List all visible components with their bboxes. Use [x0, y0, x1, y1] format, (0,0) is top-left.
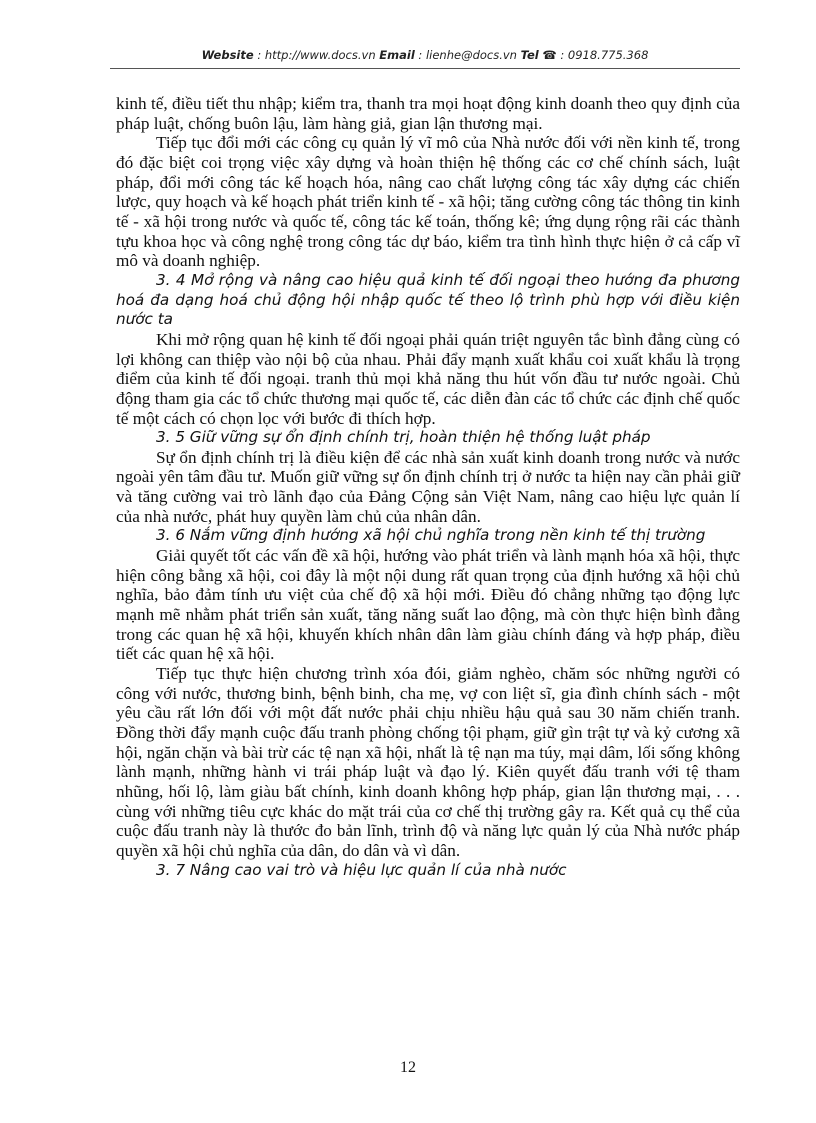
website-url: : http://www.docs.vn — [253, 48, 380, 62]
header-divider — [110, 68, 740, 69]
section-heading-3-7: 3. 7 Nâng cao vai trò và hiệu lực quản lí của nhà nước — [156, 860, 567, 879]
section-heading-3-4: 3. 4 Mở rộng và nâng cao hiệu quả kinh tế đối ngoại theo hướng đa phương hoá đa dạng hoá chủ động hội nhập quốc tế theo lộ trình phù hợp với điều kiện nước ta — [116, 270, 740, 329]
paragraph-social-issues: Giải quyết tốt các vấn đề xã hội, hướng vào phát triển và lành mạnh hóa xã hội, thực hiện công bằng xã hội, coi đây là một nội dung rất quan trọng của định hướng xã hội chủ nghĩa, bảo đảm tính ưu việt của chế độ xã hội mới. Điều đó chẳng những tạo động lực mạnh mẽ nhằm phát triển sản xuất, tăng năng suất lao động, mà còn thực hiện bình đẳng trong các quan hệ xã hội, khuyến khích nhân dân làm giàu chính đáng và hợp pháp, điều tiết các quan hệ xã hội. — [116, 546, 740, 664]
paragraph-macro-management: Tiếp tục đổi mới các công cụ quản lý vĩ mô của Nhà nước đối với nền kinh tế, trong đó đặc biệt coi trọng việc xây dựng và hoàn thiện hệ thống các cơ chế chính sách, luật pháp, đổi mới công tác kế hoạch hóa, nâng cao chất lượng công tác xây dựng các chiến lược, quy hoạch và kế hoạch phát triển kinh tế - xã hội; tăng cường công tác thông tin kinh tế - xã hội trong nước và quốc tế, công tác kế toán, thống kê; ứng dụng rộng rãi các thành tựu khoa học và công nghệ trong công tác dự báo, kiểm tra tình hình thực hiện ở cả cấp vĩ mô và doanh nghiệp. — [116, 133, 740, 271]
document-body — [116, 94, 740, 880]
paragraph-political-stability: Sự ổn định chính trị là điều kiện để các nhà sản xuất kinh doanh trong nước và nước ngoài yên tâm đầu tư. Muốn giữ vững sự ổn định chính trị ở nước ta hiện nay cần phải giữ và tăng cường vai trò lãnh đạo của Đảng Cộng sản Việt Nam, nâng cao hiệu lực quản lí của nhà nước, phát huy quyền làm chủ của nhân dân. — [116, 447, 740, 526]
page-number: 12 — [400, 1059, 416, 1076]
tel-number: : 0918.775.368 — [556, 48, 649, 62]
tel-label: Tel — [520, 48, 539, 62]
email-label: Email — [379, 48, 415, 62]
paragraph-poverty-reduction: Tiếp tục thực hiện chương trình xóa đói, giảm nghèo, chăm sóc những người có công với nước, thương binh, bệnh binh, cha mẹ, vợ con liệt sĩ, gia đình chính sách - một yêu cầu rất lớn đối với một đất nước phải chịu nhiều hậu quả sau 30 năm chiến tranh. Đồng thời đẩy mạnh cuộc đấu tranh phòng chống tội phạm, giữ gìn trật tự và kỷ cương xã hội, ngăn chặn và bài trừ các tệ nạn xã hội, nhất là tệ nạn ma túy, mại dâm, lối sống không lành mạnh, những hành vi trái pháp luật và đạo lý. Kiên quyết đấu tranh với tệ tham nhũng, hối lộ, làm giàu bất chính, kinh doanh không hợp pháp, gian lận thương mại, . . . cùng với những tiêu cực khác do mặt trái của cơ chế thị trường gây ra. Kết quả cụ thể của cuộc đấu tranh này là thước đo bản lĩnh, trình độ và năng lực quản lý của Nhà nước pháp quyền xã hội chủ nghĩa của dân, do dân và vì dân. — [116, 664, 740, 860]
paragraph-foreign-economic-relations: Khi mở rộng quan hệ kinh tế đối ngoại phải quán triệt nguyên tắc bình đẳng cùng có lợi không can thiệp vào nội bộ của nhau. Phải đẩy mạnh xuất khẩu coi xuất khẩu là trọng điểm của kinh tế đối ngoại. tranh thủ mọi khả năng thu hút vốn đầu tư nước ngoài. Chủ động tham gia các tổ chức thương mại quốc tế, các diễn đàn các tổ chức các định chế quốc tế một cách có chọn lọc với bước đi thích hợp. — [116, 329, 740, 428]
website-label: Website — [201, 48, 254, 62]
paragraph-continuation: kinh tế, điều tiết thu nhập; kiểm tra, thanh tra mọi hoạt động kinh doanh theo quy định của pháp luật, chống buôn lậu, làm hàng giả, gian lận thương mại. — [116, 94, 740, 133]
page-header — [110, 48, 740, 68]
section-heading-3-6: 3. 6 Nắm vững định hướng xã hội chủ nghĩa trong nền kinh tế thị trường — [156, 526, 706, 545]
phone-icon: ☎ — [542, 48, 557, 62]
section-heading-3-5: 3. 5 Giữ vững sự ổn định chính trị, hoàn thiện hệ thống luật pháp — [156, 428, 651, 447]
email-address: : lienhe@docs.vn — [414, 48, 521, 62]
